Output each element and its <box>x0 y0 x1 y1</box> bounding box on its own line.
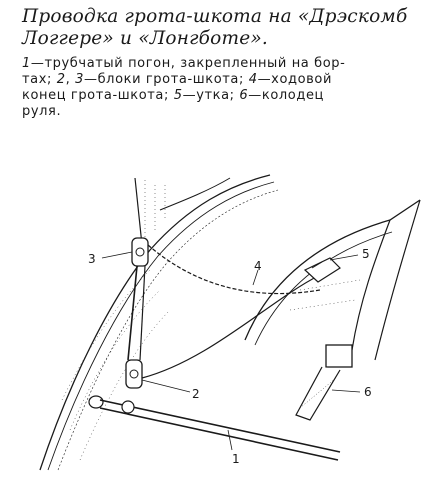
callout-label-4: 4 <box>254 259 262 273</box>
sail <box>135 178 230 245</box>
legend-number-1: 1 <box>22 56 31 71</box>
legend-text-4b: конец грота-шкота; <box>22 88 169 103</box>
legend-text-1-cont: тах; <box>22 72 53 87</box>
legend-text-4a: —ходовой <box>257 72 333 87</box>
callout-label-5: 5 <box>362 247 370 261</box>
hull-side <box>40 175 278 470</box>
legend-text-2-3: —блоки грота-шкота; <box>83 72 244 87</box>
callout-label-3: 3 <box>88 252 96 266</box>
mainsheet-blocks <box>126 238 320 388</box>
legend-text-6b: руля. <box>22 104 62 119</box>
cockpit-coaming <box>245 200 420 360</box>
legend-number-2: 2 <box>56 72 66 87</box>
legend-separator: , <box>65 72 71 87</box>
callout-label-6: 6 <box>364 385 372 399</box>
legend-text-5: —утка; <box>182 88 235 103</box>
legend-number-5: 5 <box>173 88 183 103</box>
legend-number-3: 3 <box>75 72 84 87</box>
caption-title-line-2: Логгере» и «Лонгботе». <box>22 28 268 49</box>
legend-text-1: —трубчатый погон, закрепленный на бор- <box>30 56 346 71</box>
rudder-well <box>296 345 352 420</box>
legend-text-6a: —колодец <box>248 88 324 103</box>
caption-title-line-1: Проводка грота-шкота на «Дрэскомб <box>22 6 408 27</box>
legend-number-6: 6 <box>239 88 249 103</box>
legend-number-4: 4 <box>248 72 258 87</box>
cleat <box>305 258 340 282</box>
callout-label-1: 1 <box>232 452 240 466</box>
callout-label-2: 2 <box>192 387 200 401</box>
